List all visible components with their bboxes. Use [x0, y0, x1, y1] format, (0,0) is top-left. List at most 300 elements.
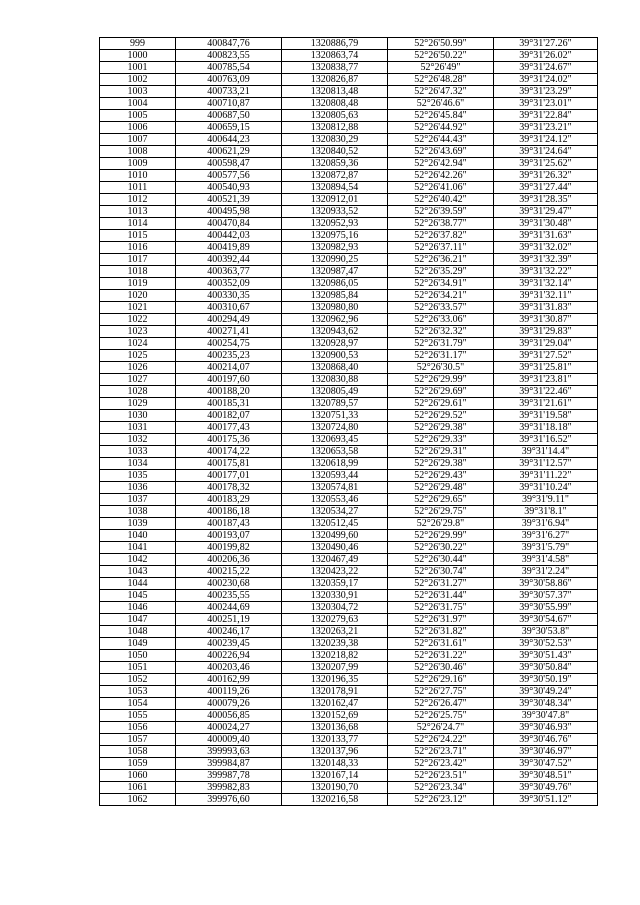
table-row — [100, 218, 598, 230]
y-coordinate-cell: 1320952,93 — [282, 218, 388, 230]
table-row — [100, 206, 598, 218]
y-coordinate-cell: 1320789,57 — [282, 398, 388, 410]
table-row — [100, 686, 598, 698]
point-number-cell: 1059 — [100, 758, 176, 770]
table-row — [100, 278, 598, 290]
longitude-cell: 39°31'23.01" — [494, 98, 598, 110]
table-row — [100, 590, 598, 602]
point-number-cell: 1002 — [100, 74, 176, 86]
longitude-cell: 39°30'58.86" — [494, 578, 598, 590]
y-coordinate-cell: 1320534,27 — [282, 506, 388, 518]
latitude-cell: 52°26'29.38" — [388, 458, 494, 470]
table-row — [100, 182, 598, 194]
y-coordinate-cell: 1320133,77 — [282, 734, 388, 746]
latitude-cell: 52°26'34.91" — [388, 278, 494, 290]
longitude-cell: 39°31'19.58" — [494, 410, 598, 422]
table-row — [100, 38, 598, 50]
longitude-cell: 39°30'51.12" — [494, 794, 598, 806]
table-row — [100, 698, 598, 710]
table-row — [100, 386, 598, 398]
point-number-cell: 1010 — [100, 170, 176, 182]
longitude-cell: 39°31'4.58" — [494, 554, 598, 566]
x-coordinate-cell: 400187,43 — [176, 518, 282, 530]
longitude-cell: 39°31'26.32" — [494, 170, 598, 182]
table-row — [100, 62, 598, 74]
y-coordinate-cell: 1320928,97 — [282, 338, 388, 350]
table-row — [100, 758, 598, 770]
latitude-cell: 52°26'37.11" — [388, 242, 494, 254]
point-number-cell: 1004 — [100, 98, 176, 110]
point-number-cell: 1054 — [100, 698, 176, 710]
table-row — [100, 650, 598, 662]
y-coordinate-cell: 1320975,16 — [282, 230, 388, 242]
latitude-cell: 52°26'29.43" — [388, 470, 494, 482]
x-coordinate-cell: 400495,98 — [176, 206, 282, 218]
coordinate-table — [99, 37, 598, 806]
longitude-cell: 39°30'53.8" — [494, 626, 598, 638]
longitude-cell: 39°31'32.14" — [494, 278, 598, 290]
point-number-cell: 1055 — [100, 710, 176, 722]
y-coordinate-cell: 1320239,38 — [282, 638, 388, 650]
y-coordinate-cell: 1320167,14 — [282, 770, 388, 782]
latitude-cell: 52°26'29.8" — [388, 518, 494, 530]
table-row — [100, 290, 598, 302]
y-coordinate-cell: 1320279,63 — [282, 614, 388, 626]
y-coordinate-cell: 1320499,60 — [282, 530, 388, 542]
y-coordinate-cell: 1320980,80 — [282, 302, 388, 314]
table-row — [100, 146, 598, 158]
table-row — [100, 494, 598, 506]
latitude-cell: 52°26'26.47" — [388, 698, 494, 710]
point-number-cell: 1008 — [100, 146, 176, 158]
y-coordinate-cell: 1320490,46 — [282, 542, 388, 554]
longitude-cell: 39°31'12.57" — [494, 458, 598, 470]
latitude-cell: 52°26'29.75" — [388, 506, 494, 518]
longitude-cell: 39°31'31.63" — [494, 230, 598, 242]
table-row — [100, 134, 598, 146]
coordinate-table-body — [100, 38, 598, 806]
table-row — [100, 578, 598, 590]
x-coordinate-cell: 400470,84 — [176, 218, 282, 230]
point-number-cell: 1012 — [100, 194, 176, 206]
x-coordinate-cell: 400177,43 — [176, 422, 282, 434]
longitude-cell: 39°31'29.47" — [494, 206, 598, 218]
latitude-cell: 52°26'29.31" — [388, 446, 494, 458]
longitude-cell: 39°31'23.81" — [494, 374, 598, 386]
longitude-cell: 39°30'49.76" — [494, 782, 598, 794]
latitude-cell: 52°26'25.75" — [388, 710, 494, 722]
point-number-cell: 1024 — [100, 338, 176, 350]
point-number-cell: 1032 — [100, 434, 176, 446]
point-number-cell: 1000 — [100, 50, 176, 62]
longitude-cell: 39°30'57.37" — [494, 590, 598, 602]
longitude-cell: 39°31'24.12" — [494, 134, 598, 146]
x-coordinate-cell: 399976,60 — [176, 794, 282, 806]
y-coordinate-cell: 1320216,58 — [282, 794, 388, 806]
table-row — [100, 410, 598, 422]
latitude-cell: 52°26'44.92" — [388, 122, 494, 134]
x-coordinate-cell: 400162,99 — [176, 674, 282, 686]
latitude-cell: 52°26'34.21" — [388, 290, 494, 302]
x-coordinate-cell: 400199,82 — [176, 542, 282, 554]
latitude-cell: 52°26'24.7" — [388, 722, 494, 734]
y-coordinate-cell: 1320423,22 — [282, 566, 388, 578]
coordinate-table-sheet — [99, 37, 597, 806]
longitude-cell: 39°31'29.04" — [494, 338, 598, 350]
longitude-cell: 39°30'46.97" — [494, 746, 598, 758]
longitude-cell: 39°30'52.53" — [494, 638, 598, 650]
y-coordinate-cell: 1320653,58 — [282, 446, 388, 458]
point-number-cell: 1036 — [100, 482, 176, 494]
table-row — [100, 326, 598, 338]
x-coordinate-cell: 400193,07 — [176, 530, 282, 542]
table-row — [100, 734, 598, 746]
x-coordinate-cell: 400206,36 — [176, 554, 282, 566]
latitude-cell: 52°26'49" — [388, 62, 494, 74]
point-number-cell: 1027 — [100, 374, 176, 386]
x-coordinate-cell: 400235,23 — [176, 350, 282, 362]
table-row — [100, 506, 598, 518]
point-number-cell: 1039 — [100, 518, 176, 530]
latitude-cell: 52°26'37.82" — [388, 230, 494, 242]
point-number-cell: 1042 — [100, 554, 176, 566]
point-number-cell: 1043 — [100, 566, 176, 578]
y-coordinate-cell: 1320467,49 — [282, 554, 388, 566]
y-coordinate-cell: 1320512,45 — [282, 518, 388, 530]
latitude-cell: 52°26'42.26" — [388, 170, 494, 182]
latitude-cell: 52°26'50.22" — [388, 50, 494, 62]
point-number-cell: 1029 — [100, 398, 176, 410]
table-row — [100, 350, 598, 362]
longitude-cell: 39°31'14.4" — [494, 446, 598, 458]
x-coordinate-cell: 400235,55 — [176, 590, 282, 602]
longitude-cell: 39°30'46.76" — [494, 734, 598, 746]
longitude-cell: 39°30'55.99" — [494, 602, 598, 614]
longitude-cell: 39°31'32.22" — [494, 266, 598, 278]
x-coordinate-cell: 400009,40 — [176, 734, 282, 746]
latitude-cell: 52°26'29.99" — [388, 530, 494, 542]
table-row — [100, 470, 598, 482]
point-number-cell: 1017 — [100, 254, 176, 266]
table-row — [100, 746, 598, 758]
y-coordinate-cell: 1320207,99 — [282, 662, 388, 674]
longitude-cell: 39°31'27.52" — [494, 350, 598, 362]
y-coordinate-cell: 1320136,68 — [282, 722, 388, 734]
latitude-cell: 52°26'33.57" — [388, 302, 494, 314]
table-row — [100, 74, 598, 86]
table-row — [100, 530, 598, 542]
table-row — [100, 446, 598, 458]
longitude-cell: 39°31'23.21" — [494, 122, 598, 134]
longitude-cell: 39°31'24.67" — [494, 62, 598, 74]
x-coordinate-cell: 400197,60 — [176, 374, 282, 386]
y-coordinate-cell: 1320987,47 — [282, 266, 388, 278]
longitude-cell: 39°31'8.1" — [494, 506, 598, 518]
table-row — [100, 398, 598, 410]
y-coordinate-cell: 1320618,99 — [282, 458, 388, 470]
x-coordinate-cell: 400185,31 — [176, 398, 282, 410]
table-row — [100, 98, 598, 110]
x-coordinate-cell: 400246,17 — [176, 626, 282, 638]
table-row — [100, 638, 598, 650]
x-coordinate-cell: 400847,76 — [176, 38, 282, 50]
longitude-cell: 39°31'27.44" — [494, 182, 598, 194]
x-coordinate-cell: 400178,32 — [176, 482, 282, 494]
point-number-cell: 1046 — [100, 602, 176, 614]
y-coordinate-cell: 1320148,33 — [282, 758, 388, 770]
y-coordinate-cell: 1320886,79 — [282, 38, 388, 50]
latitude-cell: 52°26'23.71" — [388, 746, 494, 758]
latitude-cell: 52°26'30.74" — [388, 566, 494, 578]
y-coordinate-cell: 1320863,74 — [282, 50, 388, 62]
point-number-cell: 1028 — [100, 386, 176, 398]
y-coordinate-cell: 1320830,88 — [282, 374, 388, 386]
latitude-cell: 52°26'30.5" — [388, 362, 494, 374]
table-row — [100, 422, 598, 434]
point-number-cell: 1038 — [100, 506, 176, 518]
latitude-cell: 52°26'40.42" — [388, 194, 494, 206]
y-coordinate-cell: 1320826,87 — [282, 74, 388, 86]
longitude-cell: 39°31'28.35" — [494, 194, 598, 206]
table-row — [100, 242, 598, 254]
x-coordinate-cell: 400294,49 — [176, 314, 282, 326]
longitude-cell: 39°31'21.61" — [494, 398, 598, 410]
table-row — [100, 710, 598, 722]
x-coordinate-cell: 400024,27 — [176, 722, 282, 734]
x-coordinate-cell: 399987,78 — [176, 770, 282, 782]
y-coordinate-cell: 1320330,91 — [282, 590, 388, 602]
x-coordinate-cell: 400823,55 — [176, 50, 282, 62]
point-number-cell: 999 — [100, 38, 176, 50]
latitude-cell: 52°26'23.34" — [388, 782, 494, 794]
x-coordinate-cell: 400352,09 — [176, 278, 282, 290]
table-row — [100, 794, 598, 806]
table-row — [100, 362, 598, 374]
y-coordinate-cell: 1320805,49 — [282, 386, 388, 398]
table-row — [100, 674, 598, 686]
table-row — [100, 662, 598, 674]
y-coordinate-cell: 1320830,29 — [282, 134, 388, 146]
latitude-cell: 52°26'29.99" — [388, 374, 494, 386]
x-coordinate-cell: 400442,03 — [176, 230, 282, 242]
longitude-cell: 39°31'27.26" — [494, 38, 598, 50]
longitude-cell: 39°31'9.11" — [494, 494, 598, 506]
x-coordinate-cell: 400330,35 — [176, 290, 282, 302]
point-number-cell: 1034 — [100, 458, 176, 470]
point-number-cell: 1006 — [100, 122, 176, 134]
point-number-cell: 1031 — [100, 422, 176, 434]
point-number-cell: 1013 — [100, 206, 176, 218]
latitude-cell: 52°26'48.28" — [388, 74, 494, 86]
point-number-cell: 1035 — [100, 470, 176, 482]
point-number-cell: 1001 — [100, 62, 176, 74]
table-row — [100, 110, 598, 122]
x-coordinate-cell: 400230,68 — [176, 578, 282, 590]
point-number-cell: 1023 — [100, 326, 176, 338]
x-coordinate-cell: 400577,56 — [176, 170, 282, 182]
point-number-cell: 1051 — [100, 662, 176, 674]
x-coordinate-cell: 400175,36 — [176, 434, 282, 446]
x-coordinate-cell: 400188,20 — [176, 386, 282, 398]
point-number-cell: 1060 — [100, 770, 176, 782]
y-coordinate-cell: 1320359,17 — [282, 578, 388, 590]
x-coordinate-cell: 400182,07 — [176, 410, 282, 422]
latitude-cell: 52°26'29.33" — [388, 434, 494, 446]
latitude-cell: 52°26'23.12" — [388, 794, 494, 806]
latitude-cell: 52°26'29.38" — [388, 422, 494, 434]
y-coordinate-cell: 1320304,72 — [282, 602, 388, 614]
x-coordinate-cell: 400687,50 — [176, 110, 282, 122]
y-coordinate-cell: 1320900,53 — [282, 350, 388, 362]
longitude-cell: 39°31'30.48" — [494, 218, 598, 230]
latitude-cell: 52°26'38.77" — [388, 218, 494, 230]
table-row — [100, 254, 598, 266]
x-coordinate-cell: 400244,69 — [176, 602, 282, 614]
latitude-cell: 52°26'41.06" — [388, 182, 494, 194]
y-coordinate-cell: 1320840,52 — [282, 146, 388, 158]
y-coordinate-cell: 1320724,80 — [282, 422, 388, 434]
point-number-cell: 1014 — [100, 218, 176, 230]
latitude-cell: 52°26'45.84" — [388, 110, 494, 122]
latitude-cell: 52°26'23.42" — [388, 758, 494, 770]
longitude-cell: 39°30'54.67" — [494, 614, 598, 626]
x-coordinate-cell: 399982,83 — [176, 782, 282, 794]
point-number-cell: 1045 — [100, 590, 176, 602]
latitude-cell: 52°26'23.51" — [388, 770, 494, 782]
latitude-cell: 52°26'30.22" — [388, 542, 494, 554]
latitude-cell: 52°26'31.22" — [388, 650, 494, 662]
longitude-cell: 39°31'22.46" — [494, 386, 598, 398]
x-coordinate-cell: 400540,93 — [176, 182, 282, 194]
x-coordinate-cell: 400183,29 — [176, 494, 282, 506]
latitude-cell: 52°26'30.46" — [388, 662, 494, 674]
point-number-cell: 1047 — [100, 614, 176, 626]
y-coordinate-cell: 1320990,25 — [282, 254, 388, 266]
longitude-cell: 39°31'2.24" — [494, 566, 598, 578]
x-coordinate-cell: 400659,15 — [176, 122, 282, 134]
point-number-cell: 1048 — [100, 626, 176, 638]
x-coordinate-cell: 400310,67 — [176, 302, 282, 314]
y-coordinate-cell: 1320859,36 — [282, 158, 388, 170]
latitude-cell: 52°26'29.52" — [388, 410, 494, 422]
x-coordinate-cell: 400598,47 — [176, 158, 282, 170]
longitude-cell: 39°31'6.94" — [494, 518, 598, 530]
table-row — [100, 266, 598, 278]
y-coordinate-cell: 1320985,84 — [282, 290, 388, 302]
y-coordinate-cell: 1320162,47 — [282, 698, 388, 710]
point-number-cell: 1061 — [100, 782, 176, 794]
point-number-cell: 1056 — [100, 722, 176, 734]
y-coordinate-cell: 1320838,77 — [282, 62, 388, 74]
longitude-cell: 39°31'24.02" — [494, 74, 598, 86]
x-coordinate-cell: 400392,44 — [176, 254, 282, 266]
point-number-cell: 1040 — [100, 530, 176, 542]
point-number-cell: 1025 — [100, 350, 176, 362]
point-number-cell: 1019 — [100, 278, 176, 290]
x-coordinate-cell: 400621,29 — [176, 146, 282, 158]
x-coordinate-cell: 400785,54 — [176, 62, 282, 74]
y-coordinate-cell: 1320933,52 — [282, 206, 388, 218]
latitude-cell: 52°26'29.61" — [388, 398, 494, 410]
longitude-cell: 39°31'32.11" — [494, 290, 598, 302]
x-coordinate-cell: 400763,09 — [176, 74, 282, 86]
y-coordinate-cell: 1320894,54 — [282, 182, 388, 194]
latitude-cell: 52°26'31.82" — [388, 626, 494, 638]
point-number-cell: 1030 — [100, 410, 176, 422]
x-coordinate-cell: 400186,18 — [176, 506, 282, 518]
point-number-cell: 1044 — [100, 578, 176, 590]
longitude-cell: 39°30'48.51" — [494, 770, 598, 782]
x-coordinate-cell: 400079,26 — [176, 698, 282, 710]
x-coordinate-cell: 400056,85 — [176, 710, 282, 722]
longitude-cell: 39°31'11.22" — [494, 470, 598, 482]
table-row — [100, 194, 598, 206]
latitude-cell: 52°26'31.44" — [388, 590, 494, 602]
longitude-cell: 39°31'25.81" — [494, 362, 598, 374]
y-coordinate-cell: 1320912,01 — [282, 194, 388, 206]
table-row — [100, 626, 598, 638]
longitude-cell: 39°31'30.87" — [494, 314, 598, 326]
latitude-cell: 52°26'31.75" — [388, 602, 494, 614]
latitude-cell: 52°26'32.32" — [388, 326, 494, 338]
longitude-cell: 39°30'47.8" — [494, 710, 598, 722]
y-coordinate-cell: 1320263,21 — [282, 626, 388, 638]
longitude-cell: 39°30'48.34" — [494, 698, 598, 710]
point-number-cell: 1049 — [100, 638, 176, 650]
y-coordinate-cell: 1320693,45 — [282, 434, 388, 446]
longitude-cell: 39°31'10.24" — [494, 482, 598, 494]
latitude-cell: 52°26'44.43" — [388, 134, 494, 146]
table-row — [100, 458, 598, 470]
table-row — [100, 434, 598, 446]
longitude-cell: 39°31'16.52" — [494, 434, 598, 446]
latitude-cell: 52°26'31.97" — [388, 614, 494, 626]
point-number-cell: 1057 — [100, 734, 176, 746]
latitude-cell: 52°26'29.16" — [388, 674, 494, 686]
x-coordinate-cell: 400239,45 — [176, 638, 282, 650]
table-row — [100, 50, 598, 62]
longitude-cell: 39°31'6.27" — [494, 530, 598, 542]
y-coordinate-cell: 1320943,62 — [282, 326, 388, 338]
point-number-cell: 1007 — [100, 134, 176, 146]
latitude-cell: 52°26'33.06" — [388, 314, 494, 326]
y-coordinate-cell: 1320152,69 — [282, 710, 388, 722]
y-coordinate-cell: 1320982,93 — [282, 242, 388, 254]
x-coordinate-cell: 400214,07 — [176, 362, 282, 374]
point-number-cell: 1011 — [100, 182, 176, 194]
point-number-cell: 1005 — [100, 110, 176, 122]
latitude-cell: 52°26'27.75" — [388, 686, 494, 698]
table-row — [100, 722, 598, 734]
table-row — [100, 158, 598, 170]
table-row — [100, 542, 598, 554]
x-coordinate-cell: 399984,87 — [176, 758, 282, 770]
x-coordinate-cell: 400254,75 — [176, 338, 282, 350]
table-row — [100, 770, 598, 782]
y-coordinate-cell: 1320553,46 — [282, 494, 388, 506]
y-coordinate-cell: 1320872,87 — [282, 170, 388, 182]
x-coordinate-cell: 400419,89 — [176, 242, 282, 254]
point-number-cell: 1020 — [100, 290, 176, 302]
longitude-cell: 39°31'32.39" — [494, 254, 598, 266]
x-coordinate-cell: 400733,21 — [176, 86, 282, 98]
table-row — [100, 782, 598, 794]
longitude-cell: 39°31'23.29" — [494, 86, 598, 98]
latitude-cell: 52°26'31.27" — [388, 578, 494, 590]
latitude-cell: 52°26'29.69" — [388, 386, 494, 398]
longitude-cell: 39°31'22.84" — [494, 110, 598, 122]
table-row — [100, 314, 598, 326]
